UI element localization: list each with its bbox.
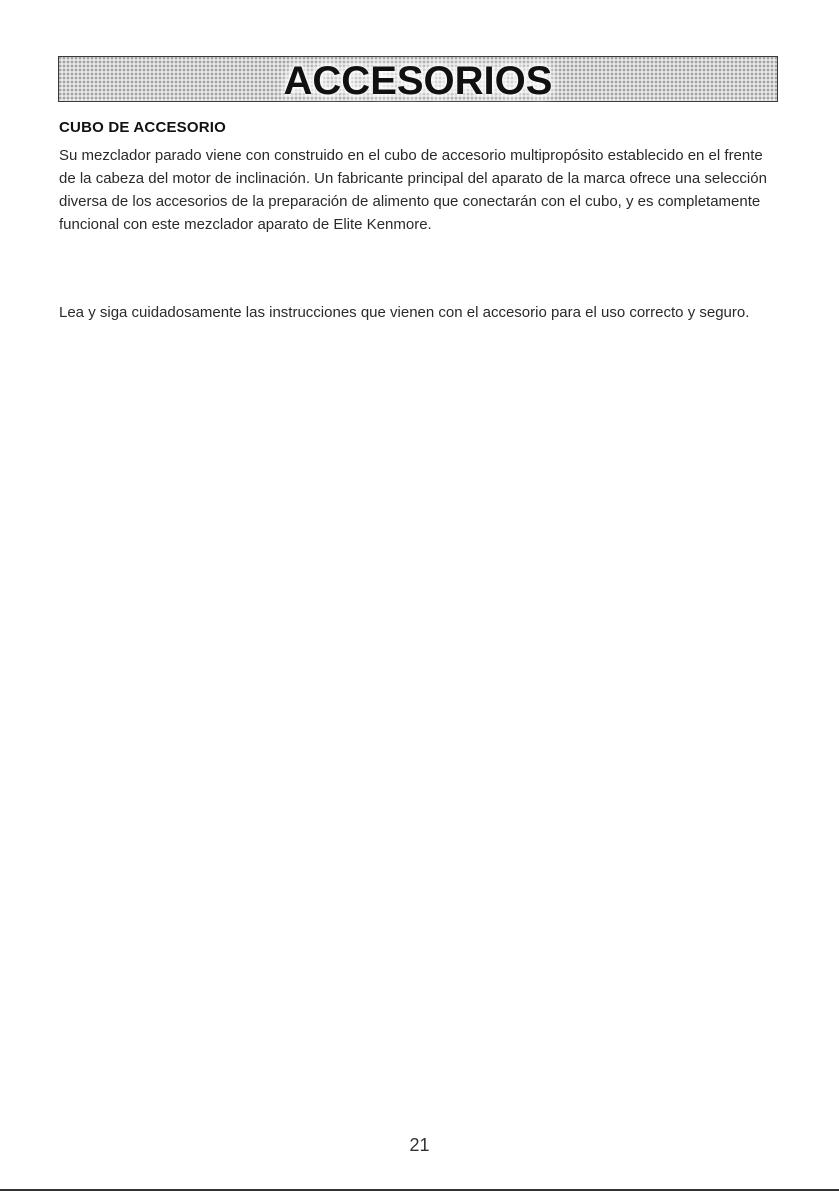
page-number: 21 (409, 1135, 430, 1155)
section-heading: CUBO DE ACCESORIO (59, 119, 227, 136)
body-paragraph-1: Su mezclador parado viene con construido en el cubo de accesorio multipropósito establecido en el frente de la cabeza del motor de inclinación. Un fabricante principal del aparato de la marca ofrece una selección diversa de los accesorios de la preparación de alimento que conectarán con el cubo, y es completamente funcional con este mezclador aparato de Elite Kenmore. (59, 147, 767, 233)
body-paragraph-2: Lea y siga cuidadosamente las instrucciones que vienen con el accesorio para el uso correcto y seguro. (59, 304, 750, 321)
title-banner (58, 56, 778, 102)
page-title: ACCESORIOS (283, 59, 553, 103)
